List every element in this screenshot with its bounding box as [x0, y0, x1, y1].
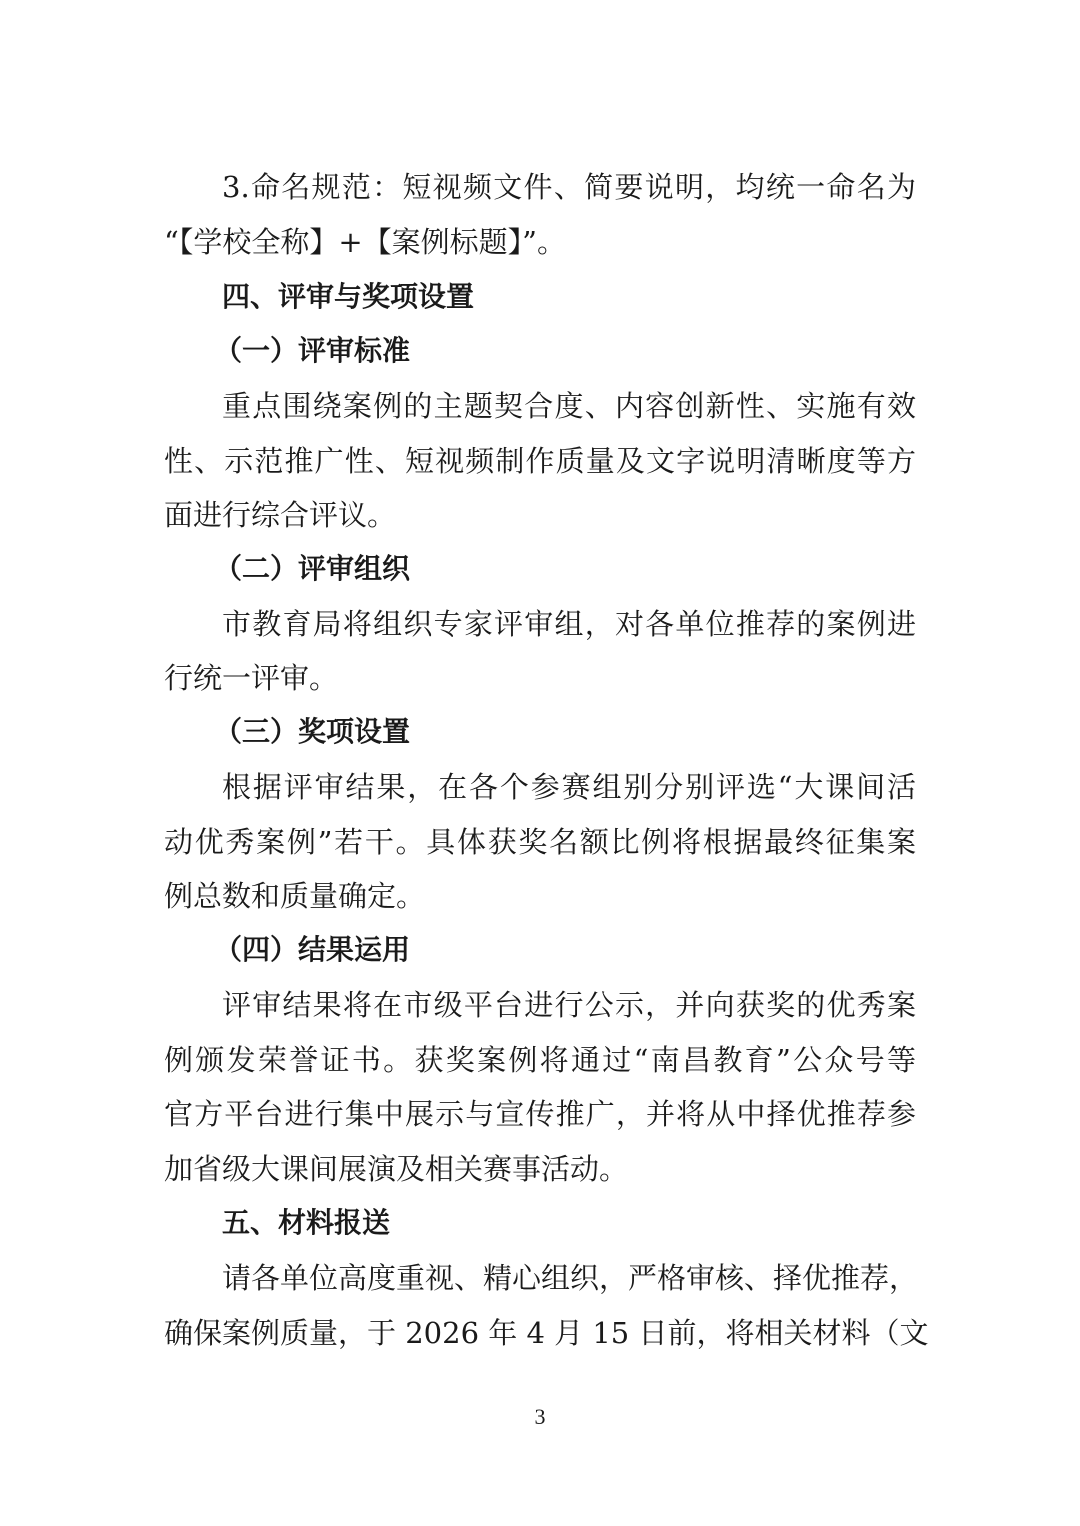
naming-rule-line-1: 3.命名规范：短视频文件、简要说明，均统一命名为 — [222, 170, 916, 204]
page-number: 3 — [534, 1404, 546, 1429]
organization-line-2: 行统一评审。 — [164, 661, 339, 695]
criteria-line-1: 重点围绕案例的主题契合度、内容创新性、实施有效 — [222, 389, 916, 423]
subheading-award-settings: （三）奖项设置 — [214, 715, 411, 748]
criteria-line-2: 性、示范推广性、短视频制作质量及文字说明清晰度等方 — [164, 444, 916, 478]
section-heading-material-submission: 五、材料报送 — [222, 1206, 391, 1239]
result-line-3: 官方平台进行集中展示与宣传推广，并将从中择优推荐参 — [164, 1097, 916, 1131]
organization-line-1: 市教育局将组织专家评审组，对各单位推荐的案例进 — [222, 607, 916, 641]
subheading-result-use: （四）结果运用 — [214, 933, 411, 966]
result-line-2: 例颁发荣誉证书。获奖案例将通过“南昌教育”公众号等 — [164, 1043, 916, 1077]
result-line-4: 加省级大课间展演及相关赛事活动。 — [164, 1152, 629, 1186]
section-heading-review-awards: 四、评审与奖项设置 — [222, 280, 475, 313]
awards-line-1: 根据评审结果，在各个参赛组别分别评选“大课间活 — [222, 770, 916, 804]
awards-line-2: 动优秀案例”若干。具体获奖名额比例将根据最终征集案 — [164, 825, 916, 859]
criteria-line-3: 面进行综合评议。 — [164, 498, 397, 532]
submission-line-2: 确保案例质量，于 2026 年 4 月 15 日前，将相关材料（文 — [164, 1316, 929, 1350]
result-line-1: 评审结果将在市级平台进行公示，并向获奖的优秀案 — [222, 988, 916, 1022]
naming-rule-line-2: “【学校全称】+【案例标题】”。 — [164, 225, 566, 259]
subheading-review-criteria: （一）评审标准 — [214, 334, 411, 367]
awards-line-3: 例总数和质量确定。 — [164, 879, 426, 913]
subheading-review-organization: （二）评审组织 — [214, 552, 411, 585]
submission-line-1: 请各单位高度重视、精心组织，严格审核、择优推荐， — [222, 1261, 919, 1295]
